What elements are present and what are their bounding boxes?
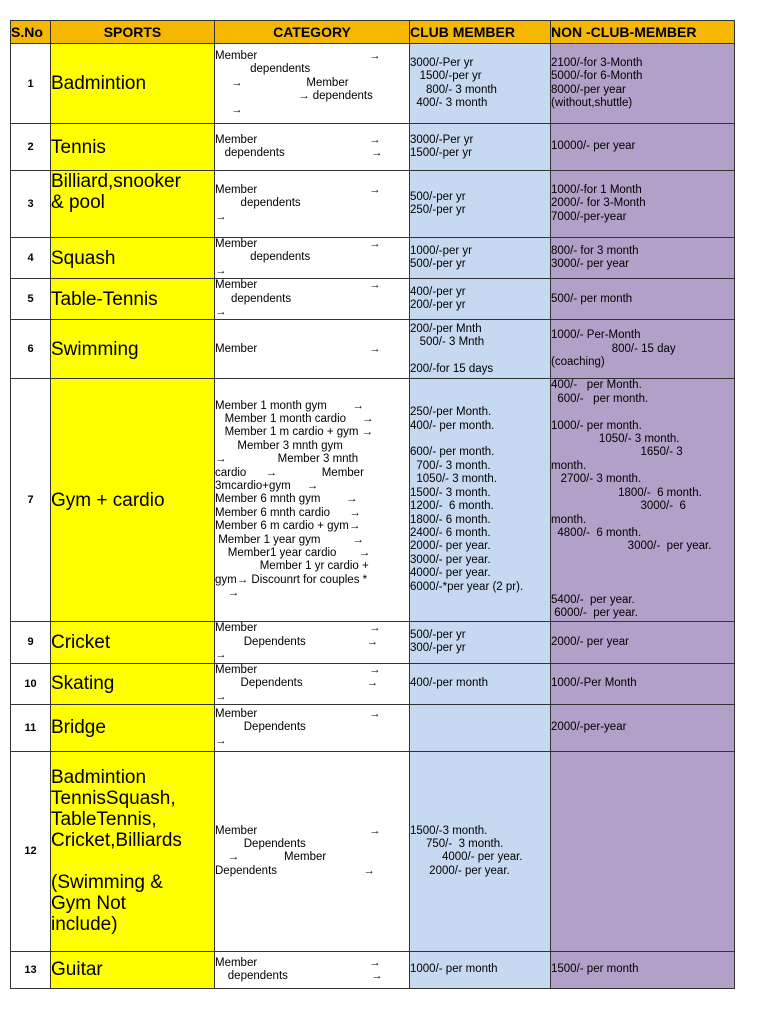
row-sport: Skating	[51, 663, 215, 704]
header-category: CATEGORY	[215, 21, 410, 44]
row-sno: 11	[11, 704, 51, 751]
header-non-club-member: NON -CLUB-MEMBER	[551, 21, 735, 44]
row-club-fee: 1500/-3 month. 750/- 3 month. 4000/- per year. 2000/- per year.	[410, 751, 551, 951]
row-sport: Badmintion	[51, 44, 215, 124]
row-sno: 12	[11, 751, 51, 951]
row-club-fee	[410, 704, 551, 751]
row-category: Member → dependents →	[215, 238, 410, 279]
row-sno: 4	[11, 238, 51, 279]
row-sport: Gym + cardio	[51, 379, 215, 621]
row-sno: 13	[11, 951, 51, 988]
row-category: Member → dependents →	[215, 124, 410, 171]
row-category: Member → dependents → Member → dependents →	[215, 44, 410, 124]
row-sno: 2	[11, 124, 51, 171]
row-sport: Squash	[51, 238, 215, 279]
row-sno: 9	[11, 621, 51, 663]
row-sno: 10	[11, 663, 51, 704]
row-sno: 1	[11, 44, 51, 124]
row-club-fee: 1000/-per yr 500/-per yr	[410, 238, 551, 279]
row-sno: 6	[11, 320, 51, 379]
table-row	[11, 44, 735, 124]
header-sno: S.No	[11, 21, 51, 44]
row-sport: Table-Tennis	[51, 279, 215, 320]
row-sno: 7	[11, 379, 51, 621]
row-club-fee: 1000/- per month	[410, 951, 551, 988]
row-non-club-fee: 2000/- per year	[551, 621, 735, 663]
row-non-club-fee: 500/- per month	[551, 279, 735, 320]
table-row	[11, 951, 735, 988]
table-row	[11, 621, 735, 663]
row-non-club-fee: 1500/- per month	[551, 951, 735, 988]
table-row	[11, 279, 735, 320]
row-sport: Billiard,snooker & pool	[51, 171, 215, 238]
row-non-club-fee: 400/- per Month. 600/- per month. 1000/- per month. 1050/- 3 month. 1650/- 3 month. 2700/- 3 month. 1800/- 6 month. 3000/- 6 month. 4800/- 6 month. 3000/- per year. 5400/- per year. 6000/- per year.	[551, 379, 735, 621]
row-category: Member 1 month gym → Member 1 month cardio → Member 1 m cardio + gym → Member 3 mnth gym → Member 3 mnth cardio → Member 3mcardio+gym → Member 6 mnth gym → Member 6 mnth cardio → Member 6 m cardio + gym→ Member 1 year gym → Member1 year cardio → Member 1 yr cardio + gym→ Discounrt for couples * →	[215, 379, 410, 621]
row-category: Member → dependents →	[215, 951, 410, 988]
row-sport: Tennis	[51, 124, 215, 171]
row-sport: Guitar	[51, 951, 215, 988]
row-club-fee: 3000/-Per yr 1500/-per yr	[410, 124, 551, 171]
row-non-club-fee: 2000/-per-year	[551, 704, 735, 751]
row-sport: Swimming	[51, 320, 215, 379]
table-row	[11, 171, 735, 238]
row-sno: 3	[11, 171, 51, 238]
row-non-club-fee: 1000/- Per-Month 800/- 15 day (coaching)	[551, 320, 735, 379]
row-non-club-fee: 1000/-for 1 Month 2000/- for 3-Month 7000/-per-year	[551, 171, 735, 238]
table-row	[11, 320, 735, 379]
table-row	[11, 663, 735, 704]
row-sport: Badmintion TennisSquash, TableTennis, Cricket,Billiards (Swimming & Gym Not include)	[51, 751, 215, 951]
row-non-club-fee: 2100/-for 3-Month 5000/-for 6-Month 8000/-per year (without,shuttle)	[551, 44, 735, 124]
row-non-club-fee: 800/- for 3 month 3000/- per year	[551, 238, 735, 279]
row-category: Member → Dependents →	[215, 704, 410, 751]
header-club-member: CLUB MEMBER	[410, 21, 551, 44]
table-row	[11, 238, 735, 279]
row-sport: Bridge	[51, 704, 215, 751]
row-sport: Cricket	[51, 621, 215, 663]
row-category: Member → dependents →	[215, 279, 410, 320]
row-category: Member → Dependents → →	[215, 663, 410, 704]
row-category: Member →	[215, 320, 410, 379]
row-non-club-fee: 10000/- per year	[551, 124, 735, 171]
row-non-club-fee	[551, 751, 735, 951]
table-row	[11, 124, 735, 171]
row-club-fee: 250/-per Month. 400/- per month. 600/- per month. 700/- 3 month. 1050/- 3 month. 1500/- 3 month. 1200/- 6 month. 1800/- 6 month. 2400/- 6 month. 2000/- per year. 3000/- per year. 4000/- per year. 6000/-*per year (2 pr).	[410, 379, 551, 621]
header-row	[11, 21, 735, 44]
row-club-fee: 500/-per yr 250/-per yr	[410, 171, 551, 238]
row-category: Member → Dependents → →	[215, 621, 410, 663]
row-club-fee: 400/-per month	[410, 663, 551, 704]
table-row	[11, 379, 735, 621]
row-club-fee: 500/-per yr 300/-per yr	[410, 621, 551, 663]
row-category: Member → dependents →	[215, 171, 410, 238]
row-club-fee: 3000/-Per yr 1500/-per yr 800/- 3 month 400/- 3 month	[410, 44, 551, 124]
row-club-fee: 200/-per Mnth 500/- 3 Mnth 200/-for 15 days	[410, 320, 551, 379]
row-club-fee: 400/-per yr 200/-per yr	[410, 279, 551, 320]
row-sno: 5	[11, 279, 51, 320]
row-non-club-fee: 1000/-Per Month	[551, 663, 735, 704]
fee-table	[10, 20, 735, 989]
table-row	[11, 704, 735, 751]
header-sports: SPORTS	[51, 21, 215, 44]
row-category: Member → Dependents → Member Dependents →	[215, 751, 410, 951]
table-row	[11, 751, 735, 951]
